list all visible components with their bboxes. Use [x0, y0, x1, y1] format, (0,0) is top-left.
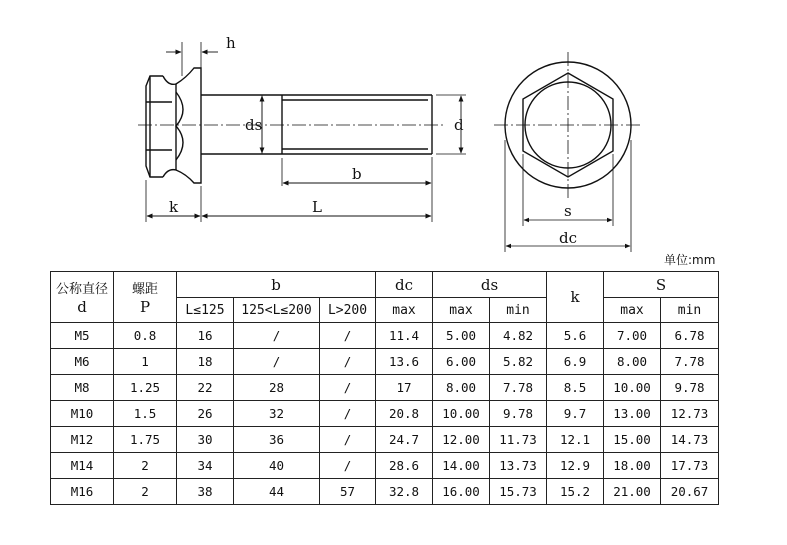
table-cell: 2	[114, 453, 177, 479]
table-cell: 7.78	[661, 349, 719, 375]
table-cell: 12.73	[661, 401, 719, 427]
table-row	[51, 401, 719, 427]
table-cell: 8.00	[433, 375, 490, 401]
table-cell: 1	[114, 349, 177, 375]
table-cell: 14.00	[433, 453, 490, 479]
label-d: d	[454, 116, 464, 134]
label-h: h	[226, 34, 236, 52]
header-b-sub: L≤125	[177, 298, 234, 323]
table-cell: 44	[234, 479, 320, 505]
table-cell: 13.00	[604, 401, 661, 427]
header-b-sub: L>200	[320, 298, 376, 323]
table-cell: /	[234, 349, 320, 375]
table-row	[51, 375, 719, 401]
header-ds-sub: min	[490, 298, 547, 323]
bolt-head-side	[146, 68, 201, 183]
table-cell: /	[320, 375, 376, 401]
header-S-sub: min	[661, 298, 719, 323]
table-cell: 13.73	[490, 453, 547, 479]
table-cell: 7.78	[490, 375, 547, 401]
table-cell: 12.9	[547, 453, 604, 479]
table-cell: 6.9	[547, 349, 604, 375]
unit-label: 单位:mm	[664, 253, 716, 267]
flange-bolt-drawing	[0, 0, 787, 270]
table-cell: /	[234, 323, 320, 349]
table-cell: 12.00	[433, 427, 490, 453]
header-ds: ds	[433, 272, 547, 298]
table-cell: /	[320, 323, 376, 349]
table-cell: 10.00	[433, 401, 490, 427]
table-cell: 24.7	[376, 427, 433, 453]
header-pitch-sym: P	[139, 297, 151, 316]
header-pitch	[114, 272, 177, 323]
table-cell: 5.6	[547, 323, 604, 349]
label-b: b	[352, 165, 362, 183]
table-cell: 30	[177, 427, 234, 453]
table-cell: 15.2	[547, 479, 604, 505]
table-cell: 22	[177, 375, 234, 401]
table-cell: 28	[234, 375, 320, 401]
table-row	[51, 349, 719, 375]
table-cell: 6.78	[661, 323, 719, 349]
table-cell: 36	[234, 427, 320, 453]
table-cell: 18	[177, 349, 234, 375]
table-cell: 32	[234, 401, 320, 427]
table-cell: 15.73	[490, 479, 547, 505]
table-cell: 5.82	[490, 349, 547, 375]
header-nominal-diameter	[51, 272, 114, 323]
table-cell: 2	[114, 479, 177, 505]
table-cell: 26	[177, 401, 234, 427]
label-L: L	[312, 198, 322, 216]
table-cell: 16	[177, 323, 234, 349]
table-cell: 1.75	[114, 427, 177, 453]
header-k: k	[547, 272, 604, 323]
header-b-sub: 125<L≤200	[234, 298, 320, 323]
table-cell: /	[320, 349, 376, 375]
table-cell: M16	[51, 479, 114, 505]
table-row	[51, 479, 719, 505]
table-cell: 9.78	[661, 375, 719, 401]
table-cell: 40	[234, 453, 320, 479]
table-row	[51, 427, 719, 453]
header-dc-sub: max	[376, 298, 433, 323]
table-cell: M8	[51, 375, 114, 401]
table-cell: 28.6	[376, 453, 433, 479]
table-cell: 10.00	[604, 375, 661, 401]
table-cell: 5.00	[433, 323, 490, 349]
table-cell: /	[320, 427, 376, 453]
header-nominal-cn: 公称直径	[55, 281, 108, 297]
table-row	[51, 453, 719, 479]
table-cell: M10	[51, 401, 114, 427]
table-cell: /	[320, 401, 376, 427]
table-cell: 11.4	[376, 323, 433, 349]
header-b: b	[177, 272, 376, 298]
header-dc: dc	[376, 272, 433, 298]
table-cell: /	[320, 453, 376, 479]
table-cell: 20.8	[376, 401, 433, 427]
table-cell: 7.00	[604, 323, 661, 349]
label-k: k	[169, 198, 179, 216]
table-cell: 21.00	[604, 479, 661, 505]
table-cell: M5	[51, 323, 114, 349]
header-ds-sub: max	[433, 298, 490, 323]
table-cell: 1.5	[114, 401, 177, 427]
bolt-head-end-view	[494, 52, 642, 198]
table-cell: M6	[51, 349, 114, 375]
table-cell: 8.00	[604, 349, 661, 375]
table-cell: 34	[177, 453, 234, 479]
label-s: s	[564, 202, 572, 220]
table-cell: 14.73	[661, 427, 719, 453]
table-cell: 13.6	[376, 349, 433, 375]
table-cell: 20.67	[661, 479, 719, 505]
table-cell: 57	[320, 479, 376, 505]
table-cell: 17	[376, 375, 433, 401]
table-cell: 0.8	[114, 323, 177, 349]
table-cell: 4.82	[490, 323, 547, 349]
table-cell: 38	[177, 479, 234, 505]
table-cell: M12	[51, 427, 114, 453]
header-S-sub: max	[604, 298, 661, 323]
table-cell: 17.73	[661, 453, 719, 479]
table-cell: 9.78	[490, 401, 547, 427]
table-cell: 18.00	[604, 453, 661, 479]
table-cell: 8.5	[547, 375, 604, 401]
header-S: S	[604, 272, 719, 298]
table-cell: 32.8	[376, 479, 433, 505]
table-cell: M14	[51, 453, 114, 479]
table-cell: 15.00	[604, 427, 661, 453]
table-body	[51, 323, 719, 505]
table-cell: 11.73	[490, 427, 547, 453]
table-cell: 12.1	[547, 427, 604, 453]
bolt-shank-side	[201, 95, 432, 154]
table-cell: 9.7	[547, 401, 604, 427]
table-cell: 6.00	[433, 349, 490, 375]
table-cell: 16.00	[433, 479, 490, 505]
header-pitch-cn: 螺距	[131, 281, 158, 297]
table-cell: 1.25	[114, 375, 177, 401]
label-ds: ds	[245, 116, 263, 134]
header-nominal-sym: d	[77, 297, 87, 316]
label-dc: dc	[559, 229, 578, 247]
table-row	[51, 323, 719, 349]
bolt-spec-table	[50, 271, 719, 505]
